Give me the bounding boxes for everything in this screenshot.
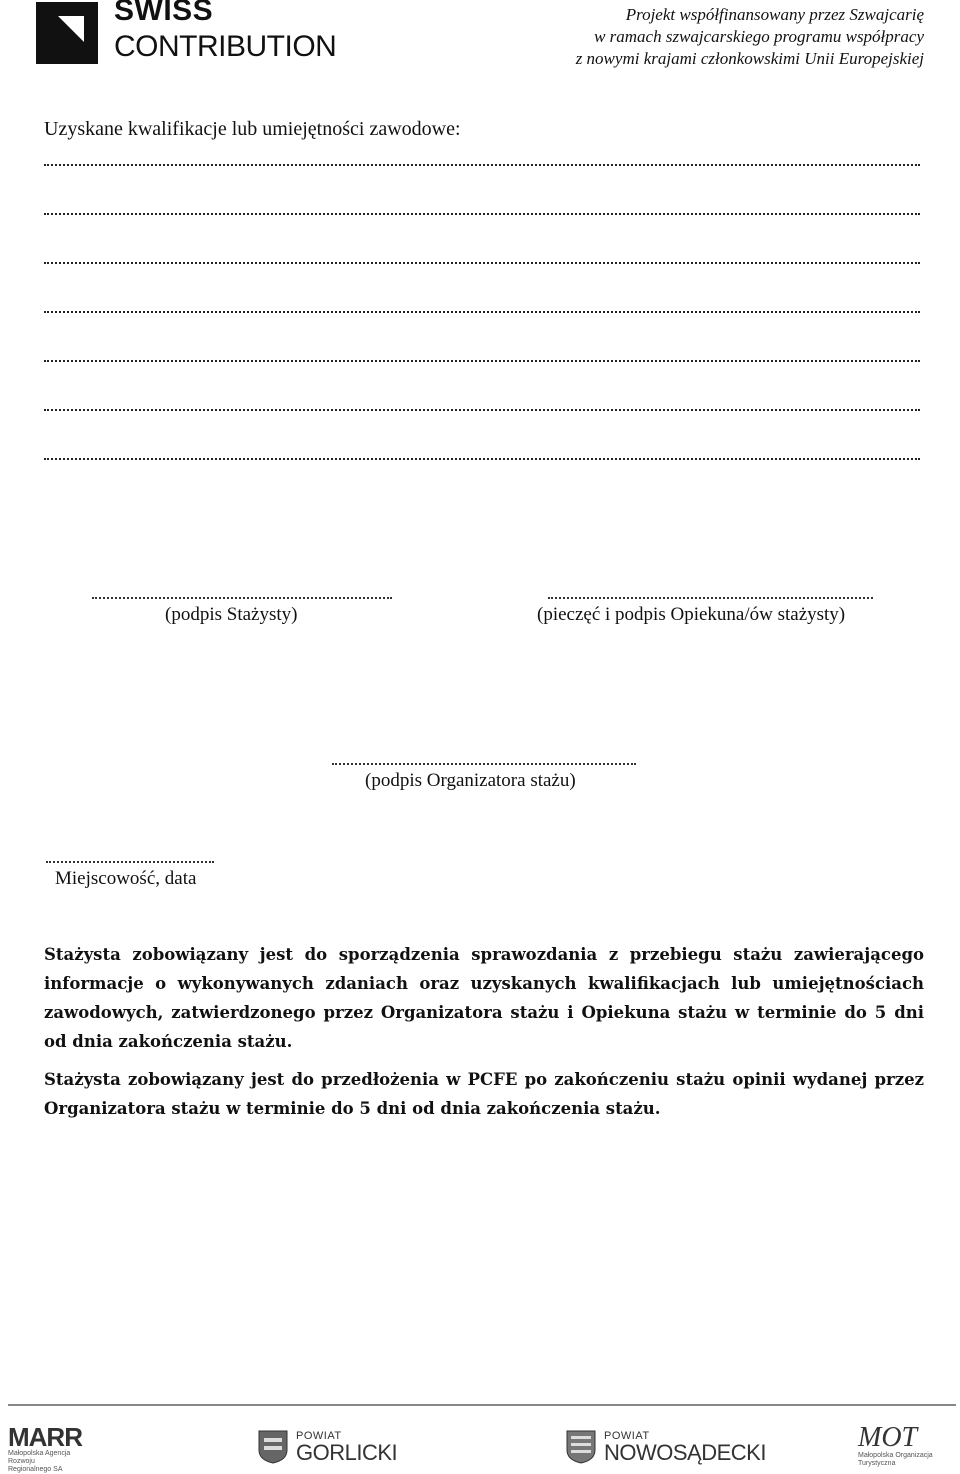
organizer-signature-caption: (podpis Organizatora stażu) bbox=[365, 770, 576, 791]
supervisor-signature-line[interactable] bbox=[548, 597, 873, 599]
supervisor-signature-caption: (pieczęć i podpis Opiekuna/ów stażysty) bbox=[537, 604, 846, 625]
project-info-line: w ramach szwajcarskiego programu współpracy bbox=[594, 27, 924, 46]
marr-logo-subtitle: Rozwoju Regionalnego SA bbox=[8, 1458, 63, 1473]
intern-signature-line[interactable] bbox=[92, 597, 392, 599]
footer-divider bbox=[8, 1404, 956, 1406]
logo-swiss-text: SWISS bbox=[114, 0, 214, 27]
qualifications-line-3[interactable] bbox=[44, 262, 920, 264]
qualifications-line-7[interactable] bbox=[44, 458, 920, 460]
gorlice-powiat-label: POWIAT bbox=[296, 1430, 342, 1442]
obligation-opinion: Stażysta zobowiązany jest do przedłożenia w PCFE po zakończeniu stażu opinii wydanej przez Organizatora stażu w terminie do 5 dni od dnia zakończenia stażu. bbox=[44, 1070, 924, 1118]
powiat-nowosadecki-logo bbox=[566, 1424, 766, 1468]
organizer-signature-line[interactable] bbox=[332, 763, 636, 765]
qualifications-line-4[interactable] bbox=[44, 311, 920, 313]
mot-logo-text: MOT bbox=[858, 1422, 918, 1453]
intern-obligations bbox=[44, 940, 924, 1132]
gorlice-name: GORLICKI bbox=[296, 1440, 398, 1465]
nowy-sacz-coat-of-arms-icon bbox=[566, 1430, 596, 1464]
marr-logo-subtitle: Małopolska Agencja bbox=[8, 1450, 71, 1457]
swiss-logo-mark-icon bbox=[36, 2, 98, 64]
marr-logo-text: MARR bbox=[8, 1422, 82, 1452]
qualifications-line-5[interactable] bbox=[44, 360, 920, 362]
mot-logo-subtitle: Małopolska Organizacja Turystyczna bbox=[858, 1452, 933, 1467]
intern-signature-caption: (podpis Stażysty) bbox=[165, 604, 298, 625]
nowy-sacz-powiat-label: POWIAT bbox=[604, 1430, 650, 1442]
place-date-caption: Miejscowość, data bbox=[55, 868, 197, 889]
qualifications-line-1[interactable] bbox=[44, 164, 920, 166]
project-info-line: z nowymi krajami członkowskimi Unii Europejskiej bbox=[575, 49, 924, 68]
qualifications-line-2[interactable] bbox=[44, 213, 920, 215]
marr-logo bbox=[8, 1422, 82, 1473]
swiss-contribution-logo bbox=[36, 0, 356, 70]
logo-contribution-text: CONTRIBUTION bbox=[114, 30, 337, 63]
project-info bbox=[576, 4, 924, 70]
obligation-report: Stażysta zobowiązany jest do sporządzenia sprawozdania z przebiegu stażu zawierającego informacje o wykonywanych zdaniach oraz uzyskanych kwalifikacjach lub umiejętnościach zawodowych, zatwierdzonego przez Organizatora stażu i Opiekuna stażu w terminie do 5 dni od dnia zakończenia stażu. bbox=[44, 945, 924, 1051]
powiat-gorlicki-logo bbox=[258, 1424, 398, 1468]
nowy-sacz-name: NOWOSĄDECKI bbox=[604, 1440, 766, 1465]
project-info-line: Projekt współfinansowany przez Szwajcarię bbox=[625, 5, 924, 24]
qualifications-line-6[interactable] bbox=[44, 409, 920, 411]
qualifications-label: Uzyskane kwalifikacje lub umiejętności zawodowe: bbox=[44, 118, 461, 140]
gorlice-coat-of-arms-icon bbox=[258, 1430, 288, 1464]
place-date-line[interactable] bbox=[46, 861, 214, 863]
mot-logo bbox=[858, 1424, 954, 1468]
